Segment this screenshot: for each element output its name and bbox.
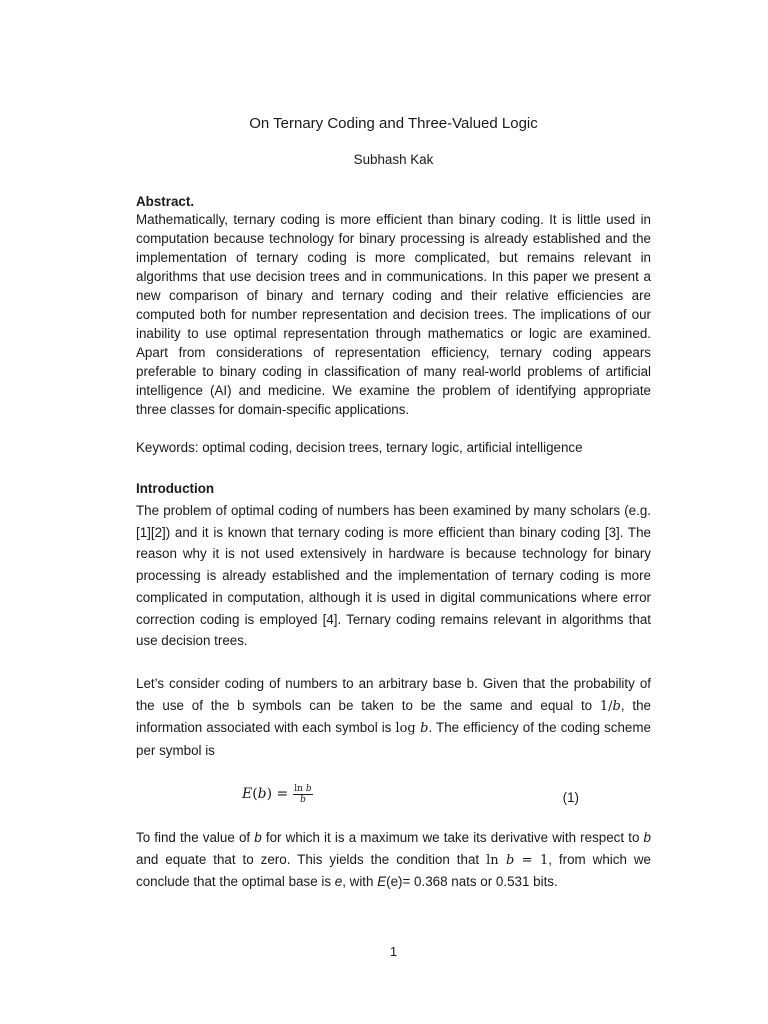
equation-fraction bbox=[293, 784, 312, 805]
p3-text-d: , from which we conclude that the optimal base is bbox=[136, 851, 651, 890]
p2-text-c: . The efficiency of the coding scheme per symbol is bbox=[136, 720, 651, 759]
p2-text-b: , the information associated with each symbol is bbox=[136, 697, 651, 736]
p3-text-f: (e)= 0.368 nats or 0.531 bits. bbox=[386, 874, 558, 890]
equation-1 bbox=[136, 784, 651, 814]
equation-lhs: 𝐸(𝑏) = bbox=[242, 786, 289, 802]
equation-number: (1) bbox=[562, 790, 579, 805]
p3-var-E: E bbox=[377, 874, 387, 890]
abstract-text: Mathematically, ternary coding is more efficient than binary coding. It is little used in computation because technology for binary processing is already established and the implementation of ternary coding is more complicated, but remains relevant in algorithms that use decision trees and in communications. In this paper we present a new comparison of binary and ternary coding and their relative efficiencies are computed both for number representation and decision trees. The implications of our inability to use optimal representation through mathematics or logic are examined. Apart from considerations of representation efficiency, ternary coding appears preferable to binary coding in classification of many real-world problems of artificial intelligence (AI) and medicine. We examine the problem of identifying appropriate three classes for domain-specific applications. bbox=[136, 212, 651, 417]
p3-text-a: To find the value of bbox=[136, 830, 255, 845]
p3-math-ln: ln 𝑏 = 1 bbox=[486, 852, 549, 868]
fraction-numerator: ln 𝑏 bbox=[294, 784, 312, 794]
p2-text-a: Let’s consider coding of numbers to an arbitrary base b. Given that the probability of the use of the b symbols can be taken to be the same and equal to bbox=[136, 676, 651, 713]
p3-var-e: e bbox=[334, 874, 343, 890]
equation-body bbox=[242, 784, 313, 805]
p2-math-reciprocal: 1/𝑏 bbox=[599, 698, 621, 714]
p3-var-b2: b bbox=[643, 830, 651, 845]
p3-text-b: for which it is a maximum we take its derivative with respect to bbox=[261, 830, 644, 845]
paper-title: On Ternary Coding and Three-Valued Logic bbox=[249, 115, 538, 132]
introduction-paragraph-1: The problem of optimal coding of numbers has been examined by many scholars (e.g. [1][2]) and it is known that ternary coding is more efficient than binary coding [3]. The reason why it is not used extensively in hardware is because technology for binary processing is already established and the implementation of ternary coding is more complicated in computation, although it is used in digital communications where error correction coding is employed [4]. Ternary coding remains relevant in algorithms that use decision trees. bbox=[136, 503, 651, 649]
author-name: Subhash Kak bbox=[353, 152, 434, 167]
keywords: Keywords: optimal coding, decision trees, ternary logic, artificial intelligence bbox=[136, 440, 583, 455]
abstract-heading: Abstract. bbox=[136, 194, 195, 209]
p2-math-log: log 𝑏 bbox=[395, 721, 429, 737]
introduction-paragraph-2 bbox=[136, 673, 651, 762]
p3-var-b1: b bbox=[254, 830, 262, 845]
p3-text-e: , with bbox=[342, 874, 378, 890]
introduction-paragraph-3 bbox=[136, 827, 651, 893]
fraction-denominator: 𝑏 bbox=[300, 795, 306, 805]
introduction-heading: Introduction bbox=[136, 481, 215, 496]
p3-text-c: and equate that to zero. This yields the condition that bbox=[136, 851, 487, 867]
page-number: 1 bbox=[389, 944, 398, 959]
